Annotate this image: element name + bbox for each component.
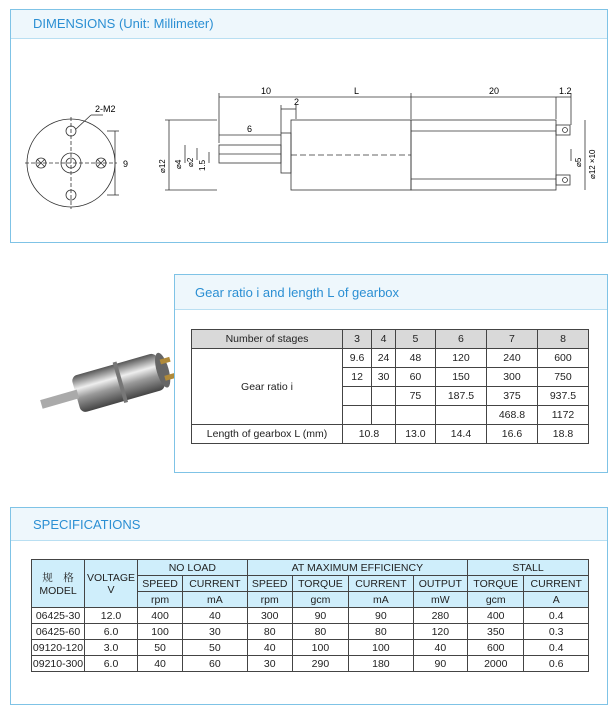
spec-cell: 30 (183, 624, 248, 640)
unit-header: mA (349, 592, 414, 608)
stage-cell: 7 (486, 330, 537, 349)
spec-cell: 600 (468, 640, 524, 656)
ratio-label: Gear ratio i (192, 349, 343, 425)
spec-cell: 90 (413, 656, 467, 672)
unit-header: rpm (247, 592, 292, 608)
col-header: CURRENT (183, 576, 248, 592)
table-row (192, 330, 589, 349)
label-d2: 2 (294, 97, 300, 107)
stage-cell: 3 (343, 330, 372, 349)
ratio-cell: 300 (486, 368, 537, 387)
table-row (32, 624, 589, 640)
ratio-cell: 12 (343, 368, 372, 387)
gearbox-panel (174, 274, 608, 473)
specifications-panel (10, 507, 608, 705)
ratio-cell (435, 406, 486, 425)
length-cell: 10.8 (343, 425, 396, 444)
stage-cell: 5 (395, 330, 435, 349)
table-row (32, 560, 589, 576)
length-cell: 14.4 (435, 425, 486, 444)
spec-cell: 40 (138, 656, 183, 672)
ratio-cell: 750 (537, 368, 588, 387)
unit-header: A (524, 592, 589, 608)
spec-cell: 0.3 (524, 624, 589, 640)
spec-cell: 50 (138, 640, 183, 656)
stall-header: STALL (468, 560, 589, 576)
spec-cell: 290 (292, 656, 348, 672)
stages-label: Number of stages (192, 330, 343, 349)
gearmotor-photo (28, 345, 188, 435)
length-cell: 16.6 (486, 425, 537, 444)
label-phi12x10: ⌀12 ×10 (588, 149, 597, 179)
model-header (32, 560, 85, 608)
unit-header: mA (183, 592, 248, 608)
label-d12w: 1.2 (559, 86, 572, 96)
spec-cell: 40 (413, 640, 467, 656)
gearbox-header (175, 275, 607, 310)
unit-header: gcm (468, 592, 524, 608)
label-phi12: ⌀12 (158, 159, 167, 173)
spec-cell: 80 (247, 624, 292, 640)
length-cell: 13.0 (395, 425, 435, 444)
spec-cell: 100 (138, 624, 183, 640)
spec-cell: 90 (292, 608, 348, 624)
spec-cell: 3.0 (85, 640, 138, 656)
spec-cell: 09120-120 (32, 641, 84, 654)
spec-cell: 350 (468, 624, 524, 640)
max-eff-header: AT MAXIMUM EFFICIENCY (247, 560, 467, 576)
ratio-cell (372, 387, 396, 406)
col-header: TORQUE (292, 576, 348, 592)
ratio-cell: 600 (537, 349, 588, 368)
label-hole: 2-M2 (95, 104, 116, 114)
spec-cell: 06425-60 (32, 624, 85, 640)
length-label: Length of gearbox L (mm) (192, 425, 343, 444)
spec-cell: 120 (413, 624, 467, 640)
specifications-header (11, 508, 607, 541)
spec-cell: 400 (138, 608, 183, 624)
voltage-unit: V (107, 583, 115, 596)
table-row (32, 608, 589, 624)
spec-cell: 100 (349, 640, 414, 656)
spec-cell: 180 (349, 656, 414, 672)
model-cn-label: 规 格 (42, 572, 74, 584)
ratio-cell (343, 387, 372, 406)
spec-cell: 80 (292, 624, 348, 640)
unit-header: mW (413, 592, 467, 608)
spec-cell: 40 (247, 640, 292, 656)
dimension-drawing (11, 39, 607, 241)
ratio-cell: 468.8 (486, 406, 537, 425)
spec-cell: 6.0 (85, 624, 138, 640)
table-row (192, 349, 589, 368)
ratio-cell: 30 (372, 368, 396, 387)
ratio-cell: 48 (395, 349, 435, 368)
label-phi5: ⌀5 (574, 157, 583, 167)
ratio-cell: 75 (395, 387, 435, 406)
dimensions-header (11, 10, 607, 39)
col-header: SPEED (138, 576, 183, 592)
ratio-cell: 9.6 (343, 349, 372, 368)
col-header: TORQUE (468, 576, 524, 592)
label-phi4: ⌀4 (174, 159, 183, 169)
spec-cell: 30 (247, 656, 292, 672)
dimensions-title: DIMENSIONS (Unit: Millimeter) (33, 16, 214, 31)
ratio-cell: 240 (486, 349, 537, 368)
label-d20: 20 (489, 86, 500, 96)
length-cell: 18.8 (537, 425, 588, 444)
table-row (32, 640, 589, 656)
spec-cell: 60 (183, 656, 248, 672)
spec-cell: 90 (349, 608, 414, 624)
spec-cell: 2000 (468, 656, 524, 672)
gearbox-title: Gear ratio i and length L of gearbox (195, 285, 400, 300)
dimensions-panel (10, 9, 608, 243)
specifications-table (31, 559, 589, 672)
spec-cell: 0.4 (524, 640, 589, 656)
label-d10: 10 (261, 86, 272, 96)
ratio-cell: 937.5 (537, 387, 588, 406)
voltage-label: VOLTAGE (86, 571, 136, 584)
spec-cell: 400 (468, 608, 524, 624)
ratio-cell: 1172 (537, 406, 588, 425)
col-header: CURRENT (524, 576, 589, 592)
table-row (192, 425, 589, 444)
spec-cell: 0.6 (524, 656, 589, 672)
spec-cell: 06425-30 (32, 608, 85, 624)
voltage-header (85, 560, 138, 608)
ratio-cell (372, 406, 396, 425)
ratio-cell: 24 (372, 349, 396, 368)
ratio-cell (343, 406, 372, 425)
col-header: CURRENT (349, 576, 414, 592)
ratio-cell: 120 (435, 349, 486, 368)
label-dL: L (354, 86, 360, 96)
no-load-header: NO LOAD (138, 560, 248, 576)
spec-cell: 12.0 (85, 608, 138, 624)
spec-cell: 50 (183, 640, 248, 656)
stage-cell: 4 (372, 330, 396, 349)
model-label: MODEL (39, 585, 77, 597)
unit-header: gcm (292, 592, 348, 608)
spec-cell: 100 (292, 640, 348, 656)
ratio-cell: 150 (435, 368, 486, 387)
unit-header: rpm (138, 592, 183, 608)
label-d6: 6 (247, 124, 253, 134)
spec-cell: 40 (183, 608, 248, 624)
specifications-title: SPECIFICATIONS (33, 517, 141, 532)
ratio-cell: 375 (486, 387, 537, 406)
col-header: OUTPUT (413, 576, 467, 592)
ratio-cell: 60 (395, 368, 435, 387)
spec-cell: 80 (349, 624, 414, 640)
gearbox-table (191, 329, 589, 444)
label-face-height: 9 (123, 159, 129, 169)
ratio-cell (395, 406, 435, 425)
spec-cell: 300 (247, 608, 292, 624)
stage-cell: 6 (435, 330, 486, 349)
spec-cell: 280 (413, 608, 467, 624)
table-row (32, 656, 589, 672)
label-d15: 1.5 (198, 159, 207, 171)
spec-cell: 6.0 (85, 656, 138, 672)
stage-cell: 8 (537, 330, 588, 349)
spec-cell: 0.4 (524, 608, 589, 624)
col-header: SPEED (247, 576, 292, 592)
spec-cell: 09210-300 (32, 657, 84, 670)
ratio-cell: 187.5 (435, 387, 486, 406)
label-phi2: ⌀2 (186, 157, 195, 167)
